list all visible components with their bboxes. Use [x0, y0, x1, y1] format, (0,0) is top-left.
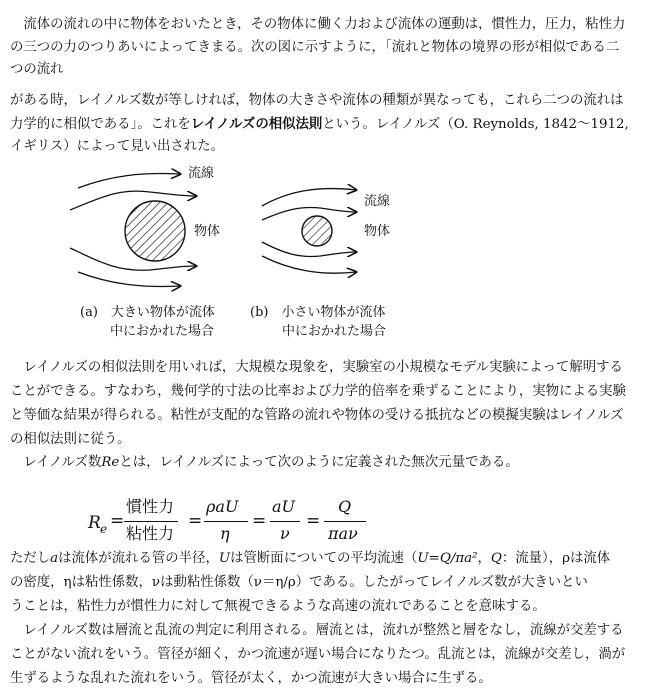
var-a: a: [50, 551, 59, 566]
caption-a-line-1: (a) 大きい物体が流体: [80, 305, 215, 320]
para2-line-3: と等価な結果が得られる。粘性が支配的な管路の流れや物体の受ける抵抗などの模擬実験はレイノルズ: [10, 408, 624, 423]
frac4-numerator: Q: [338, 497, 352, 516]
para4-line-1: [10, 548, 642, 571]
frac2-denominator: η: [220, 524, 230, 543]
flow-figure: [0, 158, 650, 348]
formula-equals-1: =: [110, 511, 125, 531]
caption-b-line-2: 中におかれた場合: [282, 324, 387, 339]
formula-lhs-subscript: e: [100, 522, 108, 536]
para4-l1-d: ，: [477, 551, 491, 566]
para4-l1-c: は管断面についての平均流速（: [230, 551, 418, 566]
frac4-bar: [324, 521, 366, 522]
small-body-circle: [302, 216, 332, 246]
intro-line-3: つの流れ: [10, 62, 64, 77]
reynolds-number-symbol: Re: [101, 455, 120, 470]
para5-line-1: レイノルズ数は層流と乱流の判定に利用される。層流とは，流れが整然と層をなし，流線が交差する: [10, 623, 624, 638]
frac3-numerator: aU: [272, 497, 296, 516]
para3-line: [10, 452, 642, 475]
para2-line-4: の相似法則に従う。: [10, 432, 131, 447]
intro-line-2: の三つの力のつりあいによってきまる。次の図に示すように，「流れと物体の境界の形が相似である二: [10, 40, 620, 55]
streamline-b1: [262, 189, 356, 206]
para5-line-3: 生ずるような乱れた流れをいう。管径が太く，かつ流速が大きい場合に生ずる。: [10, 671, 492, 686]
para3-post: とは，レイノルズによって次のように定義された無次元量である。: [119, 455, 519, 470]
formula-equals-4: =: [306, 511, 321, 531]
intro-line-5-post: という。レイノルズ（O. Reynolds, 1842〜1912,: [322, 117, 629, 132]
body-label-b: 物体: [364, 224, 391, 239]
frac1-numerator: 慣性力: [126, 497, 175, 516]
formula-equals-2: =: [188, 511, 203, 531]
para5-line-2: ことがない流れをいう。管径が細く，かつ流速が遅い場合になりたつ。乱流とは，流線が交差し，渦が: [10, 647, 626, 662]
reynolds-number-formula: [70, 494, 590, 554]
intro-line-6: イギリス）によって見い出された。: [10, 139, 224, 154]
para2-line-2: ことができる。すなわち，幾何学的寸法の比率および力学的倍率を乗ずることにより，実物による実験: [10, 384, 626, 399]
intro-line-1: 流体の流れの中に物体をおいたとき，その物体に働く力および流体の運動は，慣性力，圧力，粘性力: [10, 17, 626, 32]
frac2-bar: [204, 521, 248, 522]
para2-line-1: レイノルズの相似法則を用いれば，大規模な現象を，実験室の小規模なモデル実験によって解明する: [10, 360, 623, 375]
streamline-label-a: 流線: [188, 166, 215, 181]
var-u: U: [218, 551, 231, 566]
para4-l1-b: は流体が流れる管の半径，: [58, 551, 219, 566]
reynolds-similarity-law-term: レイノルズの相似法則: [190, 116, 323, 132]
streamline-label-b: 流線: [364, 194, 391, 209]
frac2-numerator: ρaU: [206, 497, 239, 516]
frac4-denominator: πaν: [328, 524, 358, 543]
body-label-a: 物体: [194, 224, 221, 239]
intro-line-4: がある時，レイノルズ数が等しければ，物体の大きさや流体の種類が異なっても，これら二つの流れは: [10, 93, 624, 108]
frac1-bar: [124, 521, 178, 522]
mean-velocity-formula: U=Q/πa²: [417, 551, 478, 566]
para4-l1-e: ：流量），ρは流体: [501, 551, 611, 566]
streamline-b4: [262, 256, 356, 273]
para4-line-2: の密度，ηは粘性係数，νは動粘性係数（ν＝η/ρ）である。したがってレイノルズ数が大きいとい: [10, 575, 588, 590]
intro-line-5: [10, 113, 642, 137]
para4-line-3: うことは，粘性力が慣性力に対して無視できるような高速の流れであることを意味する。: [10, 599, 546, 614]
intro-line-5-pre: 力学的に相似である」。これを: [10, 117, 191, 132]
para3-pre: レイノルズ数: [10, 455, 102, 470]
streamline-a4: [78, 272, 180, 286]
streamline-a2: [70, 191, 196, 210]
diagram-b: [262, 189, 356, 274]
frac1-denominator: 粘性力: [126, 524, 175, 543]
caption-a-line-2: 中におかれた場合: [110, 324, 215, 339]
formula-equals-3: =: [252, 511, 267, 531]
large-body-circle: [125, 201, 185, 261]
caption-b-line-1: (b) 小さい物体が流体: [250, 305, 386, 320]
para4-l1-a: ただし: [10, 551, 51, 566]
frac3-denominator: ν: [280, 524, 290, 543]
frac3-bar: [270, 521, 300, 522]
var-q: Q: [490, 551, 502, 566]
streamline-a1: [78, 174, 180, 188]
diagram-a: [70, 174, 196, 287]
formula-lhs-r: R: [88, 513, 101, 533]
